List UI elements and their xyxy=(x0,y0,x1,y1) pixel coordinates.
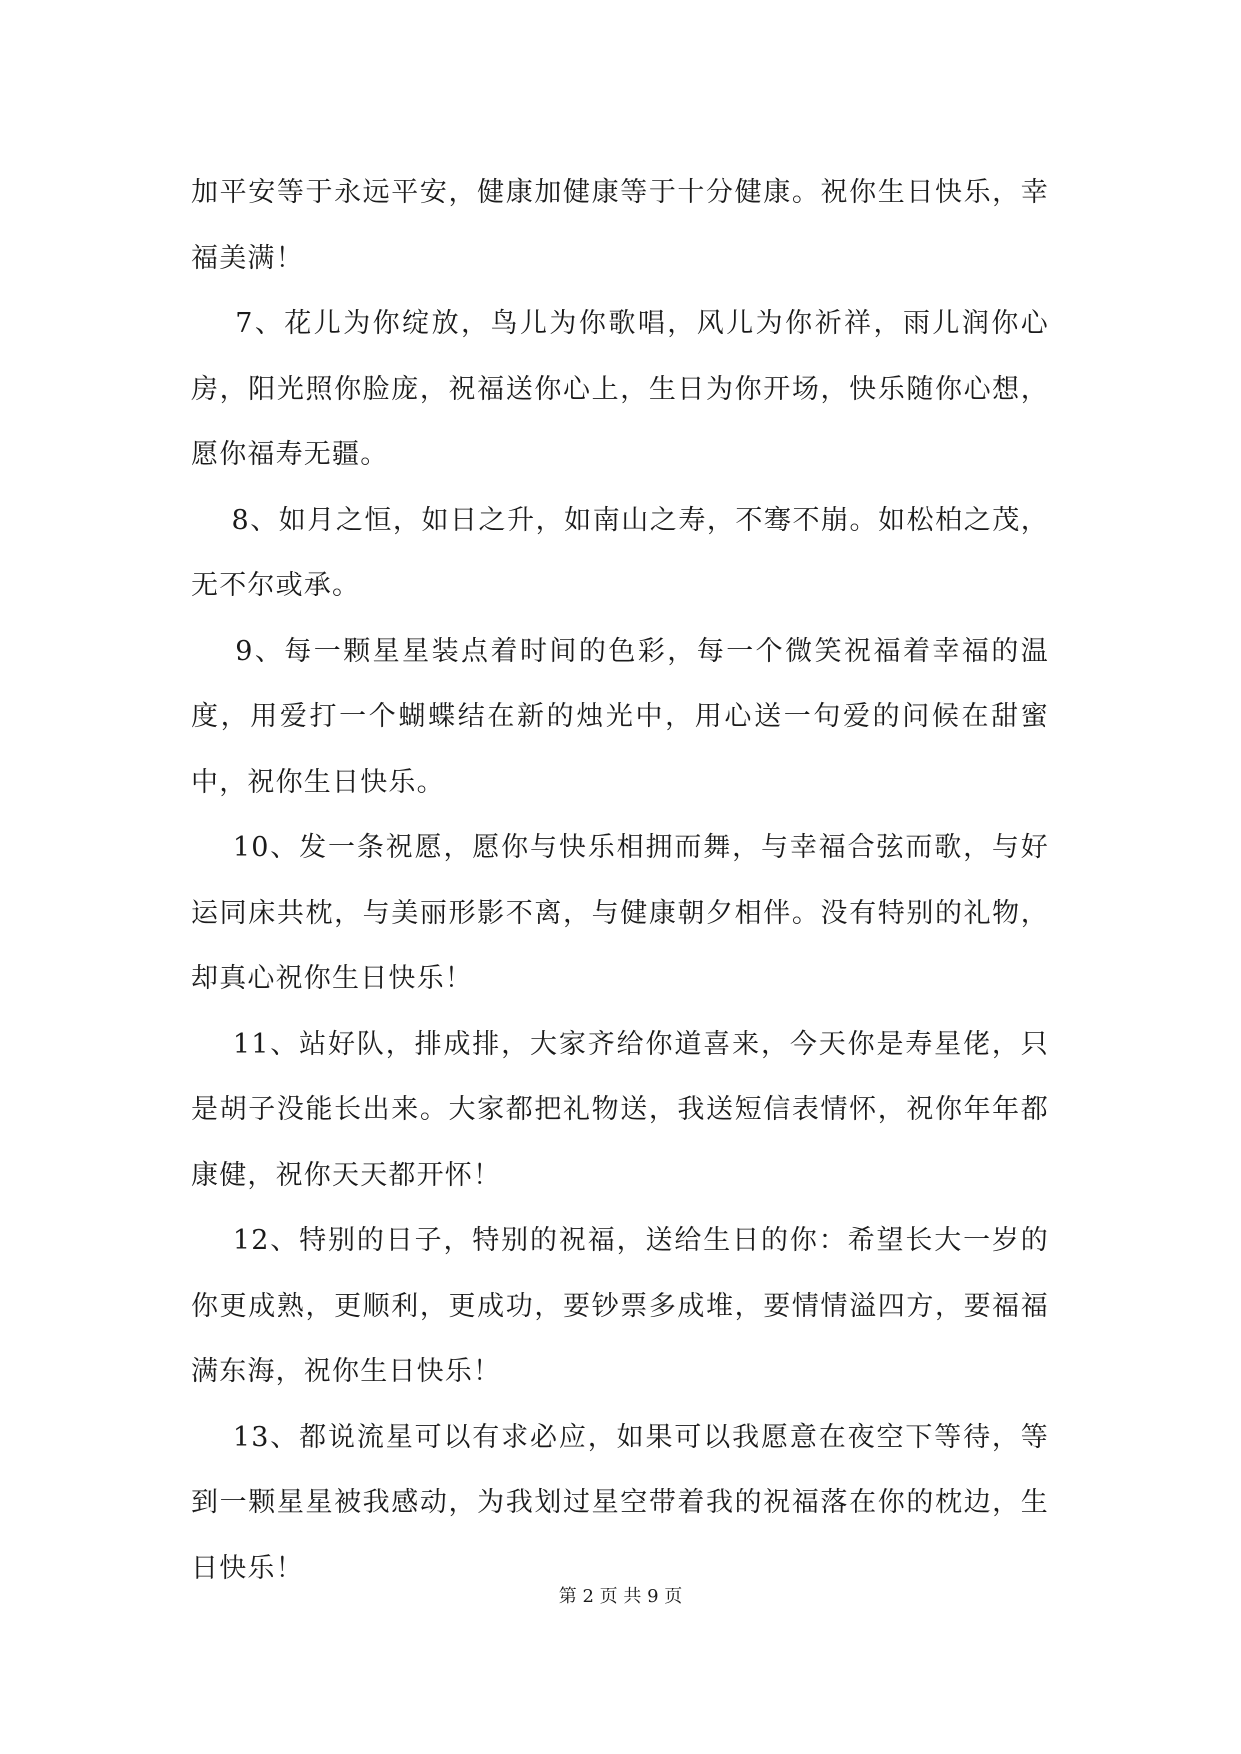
paragraph-item-7: 7、花儿为你绽放，鸟儿为你歌唱，风儿为你祈祥，雨儿润你心房，阳光照你脸庞，祝福送你心上，生日为你开场，快乐随你心想，愿你福寿无疆。 xyxy=(191,308,1050,470)
paragraph-item-8: 8、如月之恒，如日之升，如南山之寿，不骞不崩。如松柏之茂，无不尔或承。 xyxy=(191,504,1049,601)
paragraph-continuation: 加平安等于永远平安，健康加健康等于十分健康。祝你生日快乐，幸福美满！ xyxy=(191,177,1049,274)
page-number-label: 第 2 页 共 9 页 xyxy=(558,1586,683,1607)
paragraph-item-13: 13、都说流星可以有求必应，如果可以我愿意在夜空下等待，等到一颗星星被我感动，为我划过星空带着我的祝福落在你的枕边，生日快乐！ xyxy=(191,1421,1049,1584)
paragraph-item-10: 10、发一条祝愿，愿你与快乐相拥而舞，与幸福合弦而歌，与好运同床共枕，与美丽形影不离，与健康朝夕相伴。没有特别的礼物，却真心祝你生日快乐！ xyxy=(191,832,1049,994)
paragraph-item-12: 12、特别的日子，特别的祝福，送给生日的你：希望长大一岁的你更成熟，更顺利，更成功，要钞票多成堆，要情情溢四方，要福福满东海，祝你生日快乐！ xyxy=(191,1225,1049,1387)
body-text xyxy=(191,160,1049,1601)
paragraph-item-11: 11、站好队，排成排，大家齐给你道喜来，今天你是寿星佬，只是胡子没能长出来。大家都把礼物送，我送短信表情怀，祝你年年都康健，祝你天天都开怀！ xyxy=(191,1028,1049,1191)
paragraph-item-9: 9、每一颗星星装点着时间的色彩，每一个微笑祝福着幸福的温度，用爱打一个蝴蝶结在新的烛光中，用心送一句爱的问候在甜蜜中，祝你生日快乐。 xyxy=(191,635,1050,798)
page-footer xyxy=(0,1585,1241,1609)
